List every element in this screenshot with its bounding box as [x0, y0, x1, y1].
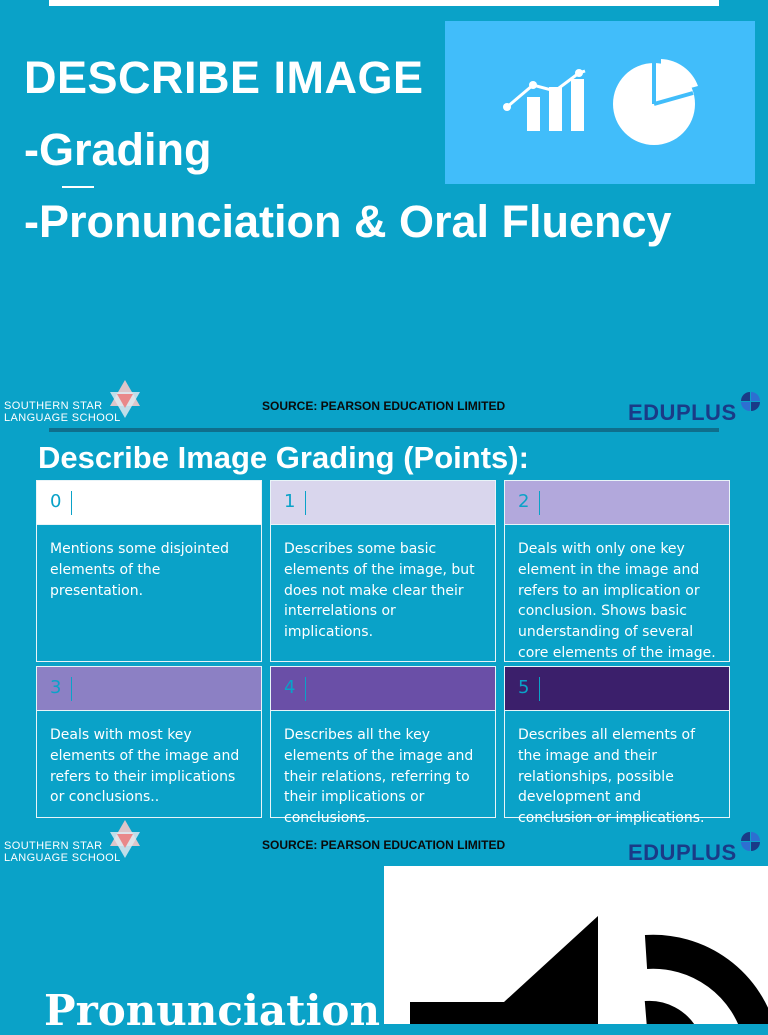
grade-card-head — [505, 667, 729, 711]
line-bar-chart-icon — [445, 21, 755, 184]
grade-score: 2 — [518, 491, 530, 512]
grade-card-head — [505, 481, 729, 525]
grading-slide — [0, 368, 768, 828]
pie-chart-icon — [613, 59, 698, 145]
title-slide — [0, 0, 768, 368]
grade-score: 3 — [50, 677, 62, 698]
speaker-panel — [384, 866, 768, 1024]
eduplus-logo: EDUPLUS — [628, 400, 737, 425]
logo-line-1: SOUTHERN STAR — [4, 400, 103, 412]
grade-description: Describes all the key elements of the image and their relations, referring to their implications or conclusions. — [284, 727, 474, 827]
grade-card-2 — [504, 480, 730, 662]
grade-card-head — [271, 667, 495, 711]
eduplus-mark-icon — [739, 830, 761, 852]
grading-slide-footer — [0, 818, 768, 866]
grade-description: Describes some basic elements of the image, but does not make clear their interrelations or implications. — [284, 541, 475, 641]
grade-card-0 — [36, 480, 262, 662]
divider-rule — [49, 428, 719, 432]
cursor-bar — [71, 491, 72, 515]
grade-card-1 — [270, 480, 496, 662]
cursor-bar — [539, 491, 540, 515]
grade-score: 5 — [518, 677, 530, 698]
pronunciation-slide — [0, 866, 768, 1035]
logo-line-2: LANGUAGE SCHOOL — [4, 852, 121, 864]
grade-description: Describes all elements of the image and their relationships, possible development and conclusion or implications. — [518, 727, 705, 827]
grade-description: Mentions some disjointed elements of the presentation. — [50, 541, 229, 599]
cursor-bar — [539, 677, 540, 701]
cursor-bar — [305, 491, 306, 515]
grade-card-3 — [36, 666, 262, 818]
chart-icon-panel — [445, 21, 755, 184]
title-line-2: -Grading — [24, 124, 212, 175]
cursor-bar — [71, 677, 72, 701]
title-line-1: DESCRIBE IMAGE — [24, 52, 424, 103]
logo-line-2: LANGUAGE SCHOOL — [4, 412, 121, 424]
star-icon — [104, 818, 146, 860]
title-line-3: -Pronunciation & Oral Fluency — [24, 196, 672, 247]
southern-star-logo — [4, 376, 154, 424]
grade-card-4 — [270, 666, 496, 827]
eduplus-logo: EDUPLUS — [628, 840, 737, 865]
speaker-volume-icon — [384, 866, 768, 1024]
star-icon — [104, 378, 146, 420]
grade-description: Deals with most key elements of the image and refers to their implications or conclusions.. — [50, 727, 240, 806]
grade-description: Deals with only one key element in the image and refers to an implication or conclusion. Shows basic understanding of several core elements of the image. — [518, 541, 716, 661]
pronunciation-title: Pronunciation — [44, 986, 380, 1035]
source-text: SOURCE: PEARSON EDUCATION LIMITED — [262, 838, 506, 852]
logo-line-1: SOUTHERN STAR — [4, 840, 103, 852]
southern-star-logo — [4, 818, 154, 866]
grade-score: 1 — [284, 491, 296, 512]
title-underline — [62, 186, 94, 188]
source-text: SOURCE: PEARSON EDUCATION LIMITED — [262, 399, 506, 413]
cursor-bar — [305, 677, 306, 701]
grade-card-head — [271, 481, 495, 525]
grade-card-head — [37, 481, 261, 525]
grade-score: 0 — [50, 491, 62, 512]
grade-card-head — [37, 667, 261, 711]
eduplus-mark-icon — [739, 390, 761, 412]
grade-score: 4 — [284, 677, 296, 698]
top-white-bar — [49, 0, 719, 6]
grade-card-5 — [504, 666, 730, 827]
grading-title: Describe Image Grading (Points): — [38, 440, 529, 475]
